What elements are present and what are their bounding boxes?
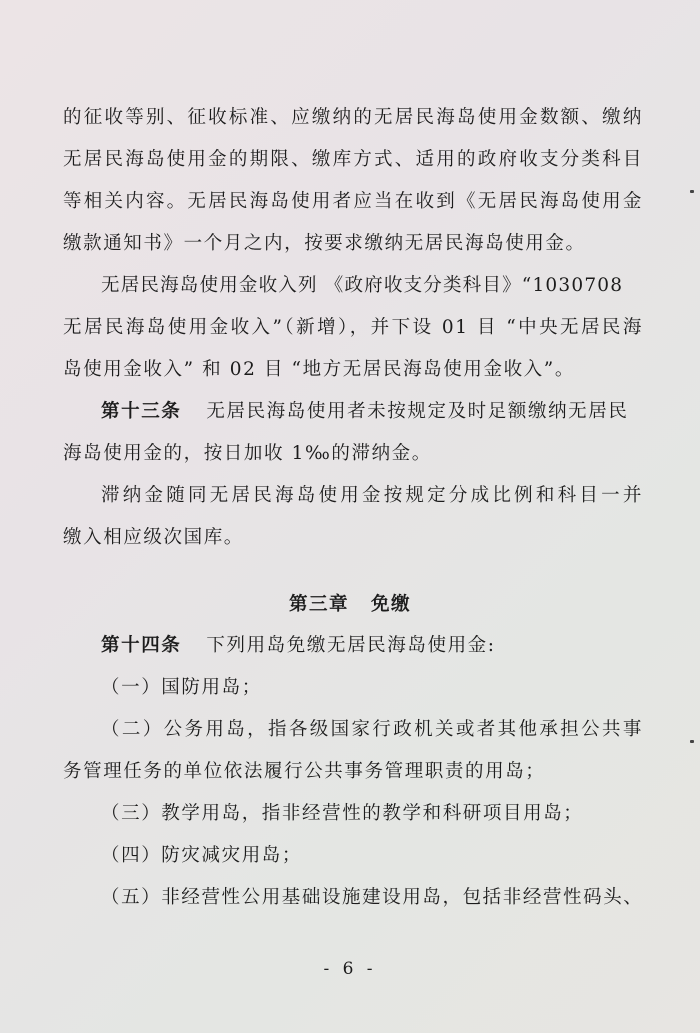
article-14-text: 下列用岛免缴无居民海岛使用金: <box>206 635 496 656</box>
list-item: （四）防灾减灾用岛； <box>101 845 303 866</box>
scan-mark <box>690 740 694 743</box>
scan-mark <box>690 190 694 193</box>
list-item: （三）教学用岛，指非经营性的教学和科研项目用岛； <box>101 803 584 824</box>
paragraph-line: 无居民海岛使用金收入”（新增），并下设 01 目 “中央无居民海 <box>63 317 643 338</box>
paragraph-line: 无居民海岛使用金收入列 《政府收支分类科目》“1030708 <box>101 275 624 296</box>
list-item: （五）非经营性公用基础设施建设用岛，包括非经营性码头、 <box>101 887 643 908</box>
article-14-line <box>101 632 643 660</box>
paragraph-line: 岛使用金收入” 和 02 目 “地方无居民海岛使用金收入”。 <box>63 359 575 380</box>
list-item: （一）国防用岛； <box>101 677 262 698</box>
article-14-heading: 第十四条 <box>101 635 182 656</box>
list-item-continuation: 务管理任务的单位依法履行公共事务管理职责的用岛； <box>63 761 546 782</box>
paragraph-line: 无居民海岛使用金的期限、缴库方式、适用的政府收支分类科目 <box>63 149 643 170</box>
paragraph-line: 缴款通知书》一个月之内，按要求缴纳无居民海岛使用金。 <box>63 233 586 254</box>
paragraph-line: 的征收等别、征收标准、应缴纳的无居民海岛使用金数额、缴纳 <box>63 107 643 128</box>
chapter-number: 第三章 <box>288 594 349 615</box>
paragraph-line: 等相关内容。无居民海岛使用者应当在收到《无居民海岛使用金 <box>63 191 643 212</box>
article-13-heading: 第十三条 <box>101 401 182 422</box>
paragraph-line: 缴入相应级次国库。 <box>63 527 244 548</box>
list-item: （二）公务用岛，指各级国家行政机关或者其他承担公共事 <box>101 719 643 740</box>
chapter-title: 免缴 <box>371 594 412 615</box>
paragraph-line: 海岛使用金的，按日加收 1‰的滞纳金。 <box>63 443 432 464</box>
paragraph-line: 滞纳金随同无居民海岛使用金按规定分成比例和科目一并 <box>101 485 643 506</box>
page-number: - 6 - <box>323 959 377 979</box>
article-13-line <box>101 398 643 426</box>
article-13-text: 无居民海岛使用者未按规定及时足额缴纳无居民 <box>206 401 629 422</box>
chapter-heading <box>0 591 700 619</box>
